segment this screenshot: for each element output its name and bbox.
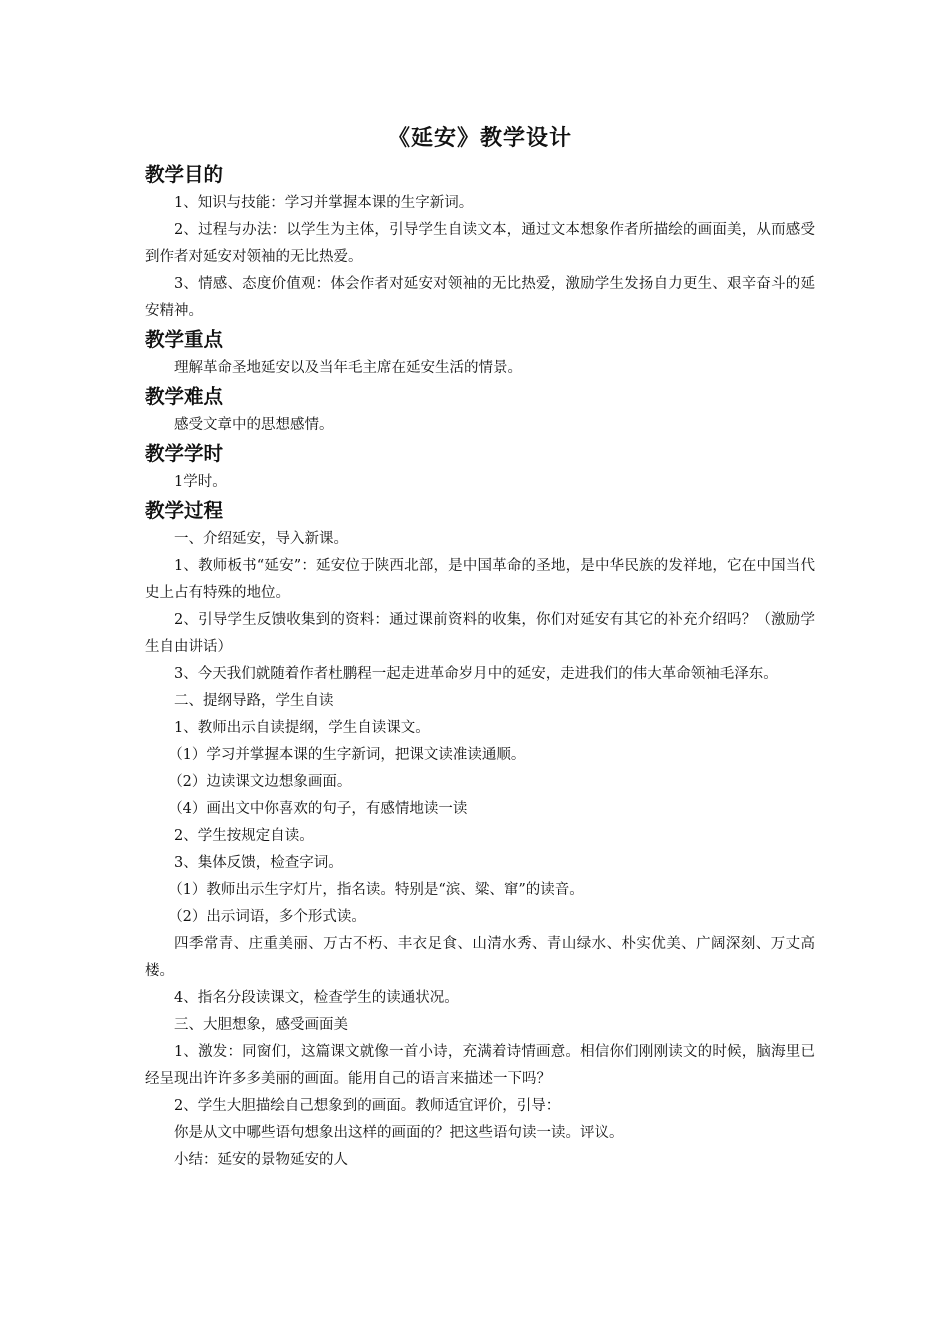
process-line: （1）教师出示生字灯片，指名读。特别是“滨、粱、窜”的读音。 [168,882,584,898]
objective-item: 1、知识与技能：学习并掌握本课的生字新词。 [174,195,474,211]
process-line: 1、教师板书“延安”：延安位于陕西北部，是中国革命的圣地，是中华民族的发祥地，它在中国当代史上占有特殊的地位。 [145,558,815,601]
hours-text: 1学时。 [174,474,227,490]
section-heading-difficulties: 教学难点 [145,385,224,408]
document-page [145,118,815,1174]
process-line: 3、今天我们就随着作者杜鹏程一起走进革命岁月中的延安，走进我们的伟大革命领袖毛泽东。 [174,666,778,682]
process-line: 2、学生大胆描绘自己想象到的画面。教师适宜评价，引导： [174,1098,561,1114]
process-line: （1）学习并掌握本课的生字新词，把课文读准读通顺。 [168,747,526,763]
process-line: 二、提纲导路，学生自读 [174,693,334,709]
objective-item: 3、情感、态度价值观：体会作者对延安对领袖的无比热爱，激励学生发扬自力更生、艰辛奋斗的延安精神。 [145,276,815,319]
process-line: 小结：延安的景物延安的人 [174,1152,348,1168]
objective-item: 2、过程与办法：以学生为主体，引导学生自读文本，通过文本想象作者所描绘的画面美，从而感受到作者对延安对领袖的无比热爱。 [145,222,815,265]
section-heading-key-points: 教学重点 [145,328,224,351]
process-line: （2）边读课文边想象画面。 [168,774,352,790]
section-heading-hours: 教学学时 [145,442,224,465]
process-line: 1、激发：同窗们，这篇课文就像一首小诗，充满着诗情画意。相信你们刚刚读文的时候，脑海里已经呈现出许许多多美丽的画面。能用自己的语言来描述一下吗？ [145,1044,815,1087]
process-line: 3、集体反馈，检查字词。 [174,855,343,871]
process-line: 4、指名分段读课文，检查学生的读通状况。 [174,990,459,1006]
document-title: 《延安》教学设计 [387,125,572,151]
process-line: （2）出示词语，多个形式读。 [168,909,366,925]
process-line: 你是从文中哪些语句想象出这样的画面的？把这些语句读一读。评议。 [174,1125,624,1141]
process-line: 一、介绍延安，导入新课。 [174,531,348,547]
section-heading-process: 教学过程 [145,499,224,522]
process-line: 三、大胆想象，感受画面美 [174,1017,348,1033]
process-line: （4）画出文中你喜欢的句子，有感情地读一读 [168,801,468,817]
key-points-text: 理解革命圣地延安以及当年毛主席在延安生活的情景。 [174,360,522,376]
section-heading-objectives: 教学目的 [145,163,224,186]
process-line: 1、教师出示自读提纲，学生自读课文。 [174,720,430,736]
difficulties-text: 感受文章中的思想感情。 [174,417,334,433]
process-line: 2、引导学生反馈收集到的资料：通过课前资料的收集，你们对延安有其它的补充介绍吗？（激励学生自由讲话） [145,612,815,655]
process-line: 2、学生按规定自读。 [174,828,314,844]
process-line: 四季常青、庄重美丽、万古不朽、丰衣足食、山清水秀、青山绿水、朴实优美、广阔深刻、万丈高楼。 [145,936,815,979]
